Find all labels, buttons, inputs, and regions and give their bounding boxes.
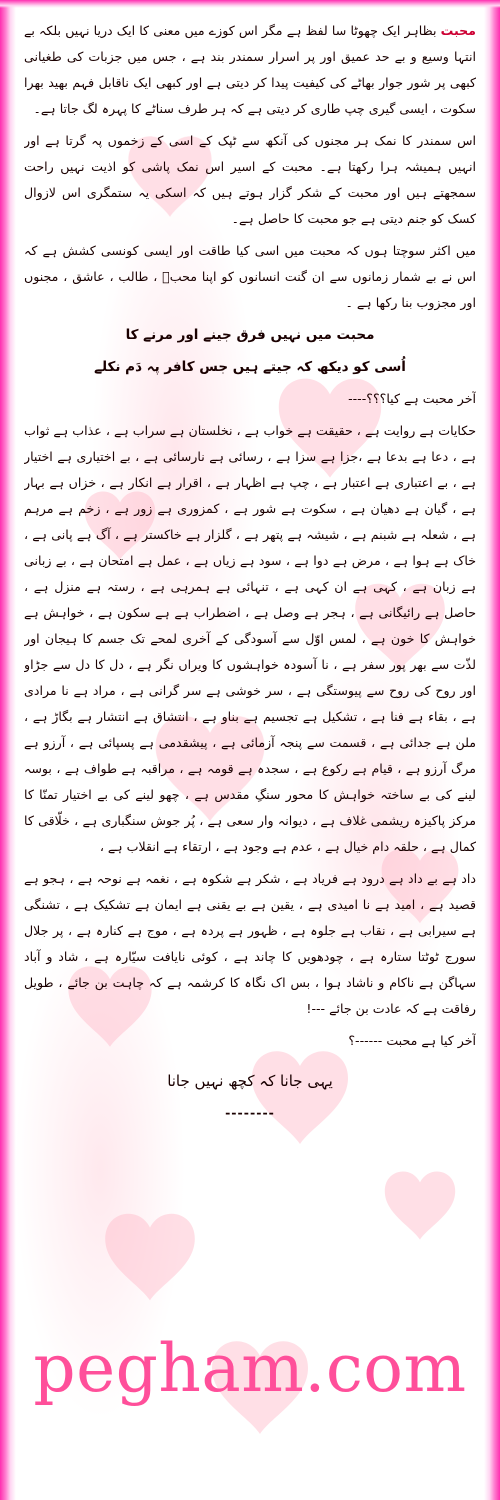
paragraph-thought: میں اکثر سوچتا ہوں کہ محبت میں اسی کیا طاقت اور ایسی کونسی کشش ہے کہ اس نے بے شمار زمانوں سے ان گنت انسانوں کو اپنا محبؔ ، طالب ، عاشق ، مجنوں اور مجزوب بنا رکھا ہے ۔ — [24, 243, 476, 310]
paragraph-intro — [24, 18, 476, 122]
paragraph-definitions: حکایات ہے روایت ہے ، حقیقت ہے خواب ہے ، نخلستان ہے سراب ہے ، عذاب ہے ثواب ہے ، دعا ہے بدعا ہے ،جزا ہے سزا ہے ، رسائی ہے نارسائی ہے ، بے اختیاری ہے اختیار ہے ، بے اعتباری ہے اعتبار ہے ، چپ ہے اظہار ہے ، اقرار ہے انکار ہے ، خزاں ہے بہار ہے ، گیان ہے دھیان ہے ، سکوت ہے شور ہے ، کمزوری ہے زور ہے ، زخم ہے مرہم ہے ، شعلہ ہے شبنم ہے ، شیشہ ہے پتھر ہے ، گلزار ہے خاکستر ہے ، آگ ہے پانی ہے ، خاک ہے ہوا ہے ، مرض ہے دوا ہے ، سود ہے زیاں ہے ، عمل ہے امتحان ہے ، بے زبانی ہے زبان ہے ، کہی ہے ان کہی ہے ، تنہائی ہے ہمرہی ہے ، رستہ ہے منزل ہے ، حاصل ہے رائیگانی ہے ، ہجر ہے وصل ہے ، اضطراب ہے ہے سکون ہے ، خواہش ہے خواہش کا خون ہے ، لمس اوّل سے آسودگی کے آخری لمحے تک جسم کا ہیجان اور لذّت سے بھر پور سفر ہے ، نا آسودہ خواہشوں کا ویراں نگر ہے ، دل کا دل سے جڑاو اور روح کی روح سے پیوستگی ہے ، سر خوشی ہے سر گرانی ہے ، مراد ہے نا مرادی ہے ، بقاء ہے فنا ہے ، تشکیل ہے تجسیم ہے بناو ہے ، انتشاق ہے انتشار ہے بگاڑ ہے ، ملن ہے جدائی ہے ، قسمت سے پنجہ آزمائی ہے ، پیشقدمی ہے پسپائی ہے ، آرزو ہے مرگ آرزو ہے ، قیام ہے رکوع ہے ، سجدہ ہے قومہ ہے ، مراقبہ ہے طواف ہے ، بوسہ لینے کی بے ساختہ خواہش کا محور سنگِ مقدس ہے ، چھو لینے کی بے اختیار تمنّا کا مرکز پاکیزہ ریشمی غلاف ہے ، دیوانہ وار سعی ہے ، پُر جوش سنگباری ہے ، خلّاقی کا کمال ہے ، حلقہ دام خیال ہے ، عدم ہے وجود ہے ، ارتقاء ہے انقلاب ہے ، — [24, 423, 476, 854]
brand-watermark: pegham.com — [33, 1330, 467, 1407]
closing-line: یہی جانا کہ کچھ نہیں جانا — [167, 1072, 333, 1090]
paragraph-definitions-2: داد ہے بے داد ہے درود ہے فریاد ہے ، شکر ہے شکوہ ہے ، نغمہ ہے نوحہ ہے ، ہجو ہے قصید ہے ، امید ہے نا امیدی ہے ، یقین ہے بے یقنی ہے ایمان ہے تشکیک ہے ، تشنگی ہے سیرابی ہے ، نقاب ہے جلوہ ہے ، ظہور ہے پردہ ہے ، موج ہے کنارہ ہے ، پر جلال سورج ٹوٹتا ستارہ ہے ، چودھویں کا چاند ہے ، کوئی نایافت سیّارہ ہے ، شاد و آباد سہاگن ہے ناکام و ناشاد ہوا ، بس اک نگاہ کا کرشمہ ہے کہ چاہت بن جائے ، طویل رفاقت ہے کہ عادت بن جائے ---! — [24, 871, 476, 1016]
question-heading: آخر محبت ہے کیا؟؟؟---- — [348, 391, 476, 406]
paragraph-intro-text: بظاہر ایک چھوٹا سا لفظ ہے مگر اس کوزے میں معنی کا ایک دریا نہیں بلکہ بے انتہا وسیع و بے حد عمیق اور پر اسرار سمندر بند ہے ، جس میں جزبات کی طغیانی کبھی پر شور جوار بھاٹے کی کیفیت پیدا کر دیتی ہے اور کبھی ایک ناقابل فہم بھید بھرا سکوت ، ایسی گیری چپ طاری کر دیتی ہے کہ ہر طرف سناٹے کا پہرہ لگ جاتا ہے۔ — [24, 23, 476, 116]
couplet-line-1: محبت میں نہیں فرق جینے اور مرنے کا — [125, 327, 375, 343]
right-border-frame — [484, 0, 500, 1500]
closing-dashes: -------- — [225, 1105, 275, 1120]
left-border-frame — [0, 0, 16, 1500]
couplet-line-2: اُسی کو دیکھ کہ جیتے ہیں جس کافر پہ دَم نکلے — [94, 359, 406, 375]
paragraph-salt: اس سمندر کا نمک ہر مجنوں کی آنکھ سے ٹپک کے اسی کے زخموں پہ گرتا ہے اور انہیں ہمیشہ ہرا رکھتا ہے۔ محبت کے اسیر اس نمک پاشی کو اذیت نہیں راحت سمجھتے ہیں اور محبت کے شکر گزار ہوتے ہیں کہ اسکی یہ ستمگری اس لازوال کسک کو جنم دیتی ہے جو محبت کا حاصل ہے۔ — [24, 133, 476, 226]
question-heading-2: آخر کیا ہے محبت ------؟ — [348, 1033, 476, 1048]
article-body — [24, 18, 476, 1328]
top-border-frame — [0, 0, 500, 8]
lead-word: محبت — [440, 23, 476, 38]
